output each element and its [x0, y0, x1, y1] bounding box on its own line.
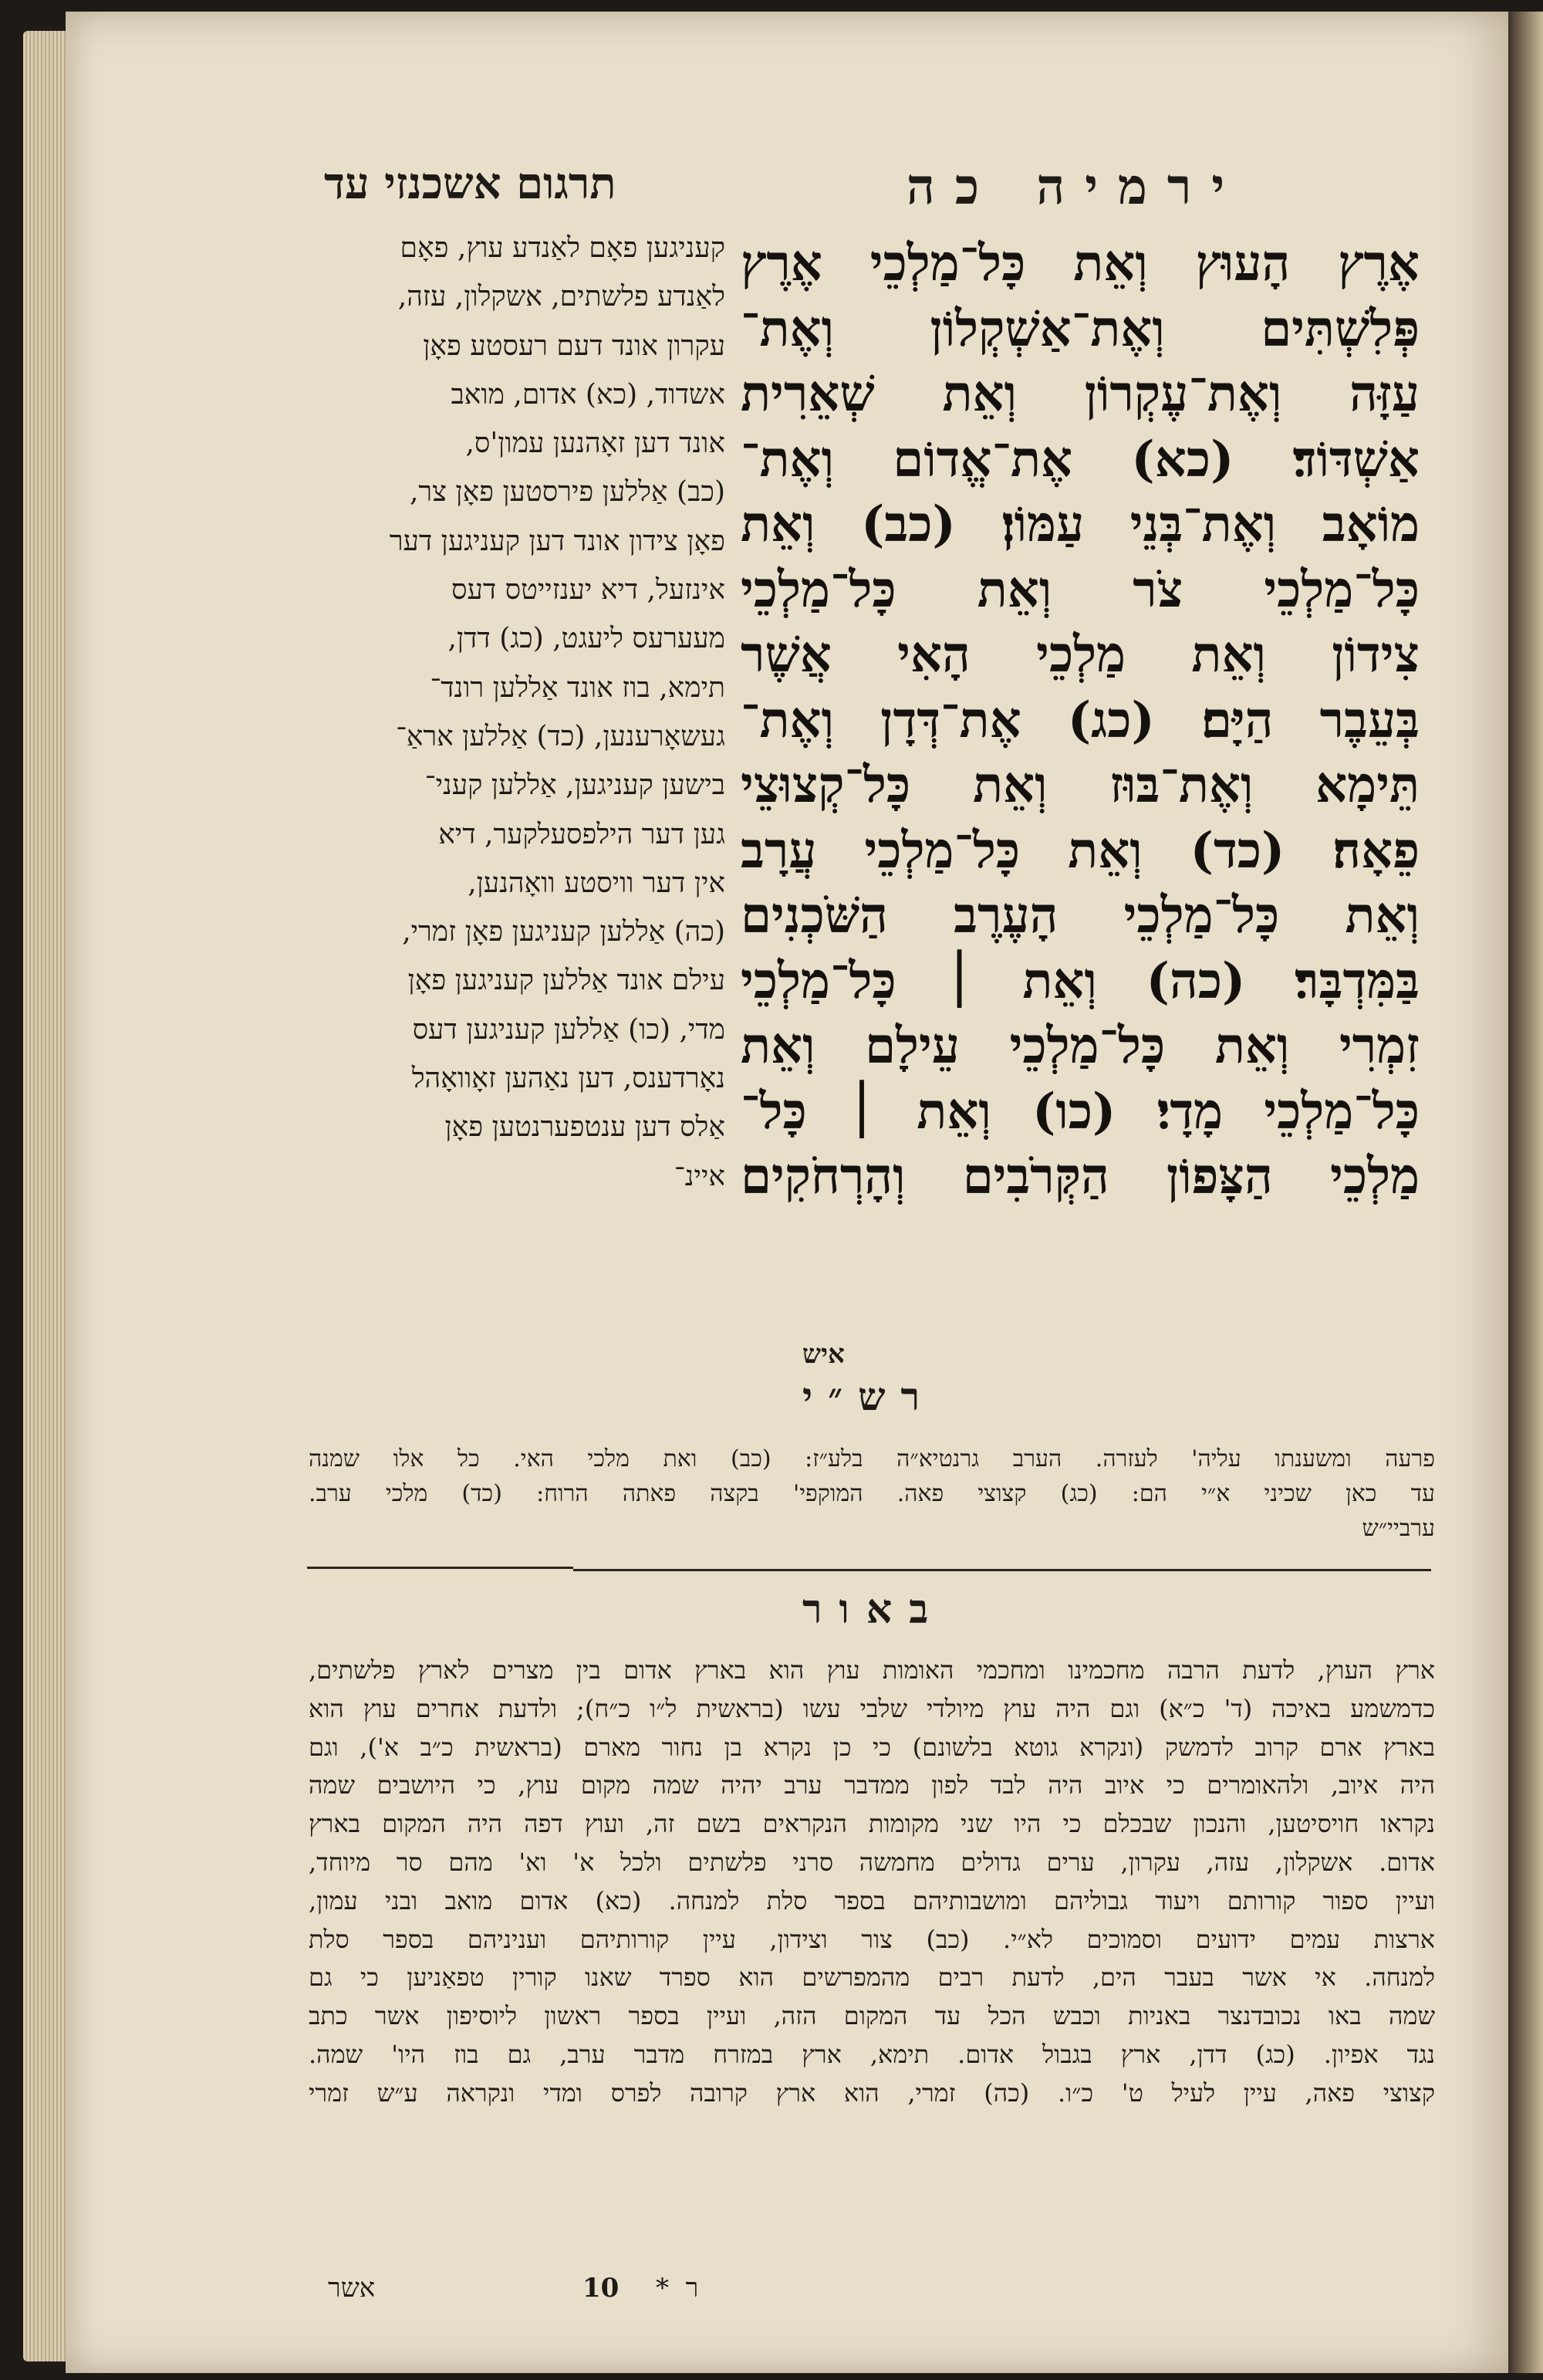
beur-line: כדמשמע באיכה (ד' כ״א) וגם היה עוץ מיולדי שלבי עשו (בראשית ל״ו כ״ח); ולדעת אחרים עוץ הוא	[309, 1693, 1435, 1723]
beur-line: נגד אפיון. (כג) דדן, ארץ בגבול אדום. תימא, ארץ במזרח מדבר ערב, גם בוז היו' שמה.	[309, 2039, 1435, 2069]
translation-line: אַלס דען ענטפערנטען פאָן	[444, 1111, 725, 1144]
rashi-line: עד כאן שכיני א״י הם: (כג) קצוצי פאה. המוקפי' בקצה פאתה הרוח: (כד) מלכי ערב.	[309, 1480, 1435, 1507]
translation-line: בישען קעניגען, אַללען קעני־	[424, 769, 725, 802]
verse-column	[741, 232, 1420, 1210]
rashi-line: ערביי״ש	[1362, 1515, 1435, 1542]
verse-line: צִידוֹן וְאֵת מַלְכֵי הָאִי אֲשֶׁר	[741, 626, 1420, 684]
translation-line: אינזעל, דיא יענזייטס דעס	[451, 574, 725, 607]
verse-line: פֵאָה׃ (כד) וְאֵת כָּל־מַלְכֵי עֲרָב	[741, 821, 1420, 880]
beur-line: למנחה. אי אשר בעבר הים, לדעת רבים מהמפרשים הוא ספרד שאנו קורין טפאַניען כי גם	[309, 1962, 1435, 1993]
verse-catchword: איש	[802, 1339, 845, 1370]
beur-line: ארץ העוץ, לדעת הרבה מחכמינו ומחכמי האומות עוץ הוא בארץ אדום בין מצרים לארץ פלשתים,	[309, 1655, 1435, 1685]
rashi-commentary	[309, 1442, 1435, 1546]
verse-line: מַלְכֵי הַצָּפוֹן הַקְּרֹבִים וְהָרְחֹקִים	[741, 1148, 1420, 1205]
verse-line: אַשְׁדּוֹד׃ (כא) אֶת־אֱדוֹם וְאֶת־	[741, 430, 1420, 489]
translation-line: נאָרדענס, דען נאַהען זאָוואָהל	[411, 1063, 725, 1095]
verse-line: פְּלִשְׁתִּים וְאֶת־אַשְׁקְלוֹן וְאֶת־	[741, 299, 1420, 358]
translation-line: איינ־	[674, 1160, 725, 1192]
beur-heading: באור	[802, 1586, 946, 1633]
beur-line: שמה באו נכובדנצר באניות וכבש הכל עד המקום הזה, ועיין בספר ראשון ליוסיפון אשר כתב	[309, 2001, 1435, 2031]
beur-commentary	[309, 1651, 1435, 2113]
binding-edge	[1508, 12, 1543, 2373]
rashi-line: פרעה ומשענתו עליה' לעזרה. הערב גרנטיא״ה בלע״ז: (כב) ואת מלכי האי. כל אלו שמנה	[309, 1445, 1435, 1472]
verse-line: מוֹאָב וְאֶת־בְּנֵי עַמּוֹן׃ (כב) וְאֵת	[741, 495, 1420, 553]
translation-line: עילם אונד אַללען קעניגען פאָן	[407, 965, 725, 997]
book-chapter-header: ירמיה כה	[907, 158, 1245, 216]
page-catchword: אשר	[328, 2273, 376, 2304]
rashi-heading: רש״י	[802, 1374, 936, 1419]
beur-line: נקראו חויסיטען, והנכון שבכלם כי היו שני מקומות הנקראים בשם זה, ועוץ דפה היה המקום בארץ	[309, 1809, 1435, 1839]
signature-letter: ר	[685, 2273, 699, 2304]
verse-line: וְאֵת כָּל־מַלְכֵי הָעֶרֶב הַשֹּׁכְנִים	[741, 887, 1420, 945]
translation-line: תימא, בוז אונד אַללען רונד־	[430, 671, 725, 704]
translation-line: אין דער וויסטע וואָהנען,	[468, 867, 725, 899]
translation-line: אונד דען זאָהנען עמון'ס,	[465, 428, 725, 460]
translation-line: (כה) אַללען קעניגען פאָן זמרי,	[402, 916, 725, 948]
beur-line: היה איוב, ולהאומרים כי איוב היה לבד לפון ממדבר ערב יהיה שמה מקום עוץ, כי היושבים שמה	[309, 1770, 1435, 1800]
translation-line: קעניגען פאָם לאַנדע עוץ, פאָם	[400, 232, 725, 264]
beur-line: קצוצי פאה, עיין לעיל ט' כ״ו. (כה) זמרי, הוא ארץ קרובה לפרס ומדי ונקראה ע״ש זמרי	[309, 2077, 1435, 2108]
translation-header: תרגום אשכנזי עד	[324, 158, 616, 209]
verse-line: בַּמִּדְבָּר׃ (כה) וְאֵת ׀ כָּל־מַלְכֵי	[741, 952, 1420, 1010]
translation-column	[305, 224, 725, 1201]
translation-line: לאַנדע פלשתים, אשקלון, עזה,	[397, 281, 725, 313]
signature-number: 10	[582, 2273, 620, 2304]
beur-line: ועיין ספור קורותם ויעוד גבוליהם ומושבותיהם בספר סלת למנחה. (כא) אדום מואב ובני עמון,	[309, 1885, 1435, 1915]
verse-line: זִמְרִי וְאֵת כָּל־מַלְכֵי עֵילָם וְאֵת	[741, 1017, 1420, 1075]
translation-line: (כב) אַללען פירסטען פאָן צר,	[409, 476, 725, 509]
translation-line: מדי, (כו) אַללען קעניגען דעס	[412, 1013, 725, 1046]
beur-line: ארצות עמים ידועים וסמוכים לא״י. (כב) צור וצידון, עיין קורותיהם ועניניהם בספר סלת	[309, 1924, 1435, 1954]
verse-line: כָּל־מַלְכֵי מָדָי׃ (כו) וְאֵת ׀ כָּל־	[741, 1082, 1420, 1141]
beur-line: בארץ ארם קרוב לדמשק (ונקרא גוטא בלשונם) כי כן נקרא בן נחור מארם (בראשית כ״ב א'), וגם	[309, 1732, 1435, 1762]
translation-line: מעערעס ליעגט, (כג) דדן,	[447, 623, 725, 655]
verse-line: תֵּימָא וְאֶת־בּוּז וְאֵת כָּל־קְצוּצֵי	[741, 756, 1420, 814]
translation-line: גען דער הילפסעלקער, דיא	[438, 818, 725, 850]
signature-mark	[656, 2273, 698, 2304]
section-divider	[573, 1569, 1431, 1571]
beur-line: אדום. אשקלון, עזה, עקרון, ערים גדולים מחמשה סרני פלשתים ולכל א' וא' מהם סר מיוחד,	[309, 1847, 1435, 1877]
translation-line: פאָן צידון אונד דען קעניגען דער	[389, 525, 725, 557]
translation-line: אשדוד, (כא) אדום, מואב	[451, 378, 725, 411]
translation-line: געשאָרענען, (כד) אַללען אראַ־	[396, 720, 725, 752]
verse-line: עַזָּה וְאֶת־עֶקְרוֹן וְאֵת שְׁאֵרִית	[741, 365, 1420, 423]
verse-line: כָּל־מַלְכֵי צֹר וְאֵת כָּל־מַלְכֵי	[741, 560, 1420, 619]
signature-star: *	[656, 2273, 669, 2304]
verse-line: בְּעֵבֶר הַיָּם׃ (כג) אֶת־דְּדָן וְאֶת־	[741, 691, 1420, 749]
section-divider	[307, 1567, 573, 1569]
verse-line: אֶרֶץ הָעוּץ וְאֵת כָּל־מַלְכֵי אֶרֶץ	[741, 235, 1420, 292]
translation-line: עקרון אונד דעם רעסטע פאָן	[423, 330, 725, 362]
